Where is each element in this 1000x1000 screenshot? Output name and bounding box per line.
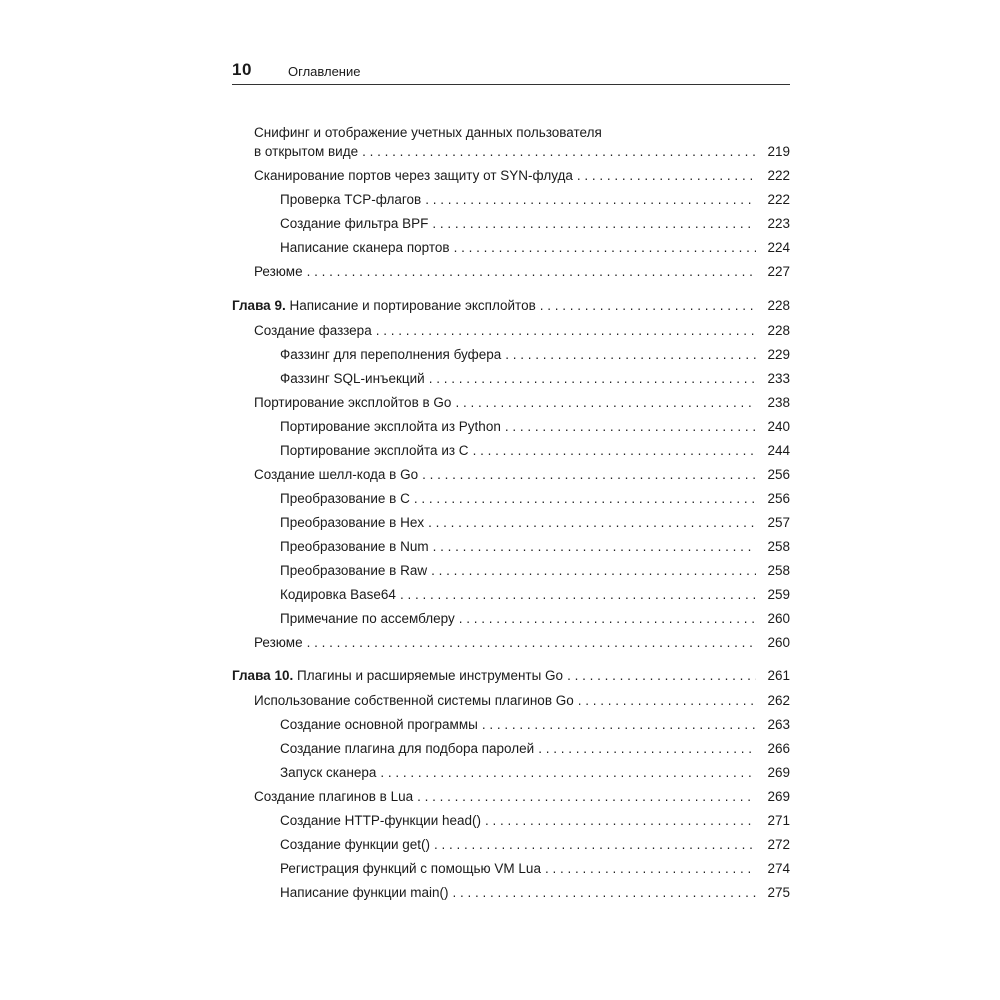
toc-entry-label: Портирование эксплойта из Python [280, 419, 501, 434]
toc-entry[interactable] [280, 441, 790, 461]
toc-entry[interactable] [280, 513, 790, 533]
dot-leader [455, 393, 756, 413]
dot-leader [400, 585, 756, 605]
dot-leader [540, 296, 756, 316]
dot-leader [473, 441, 756, 461]
chapter-number: Глава 9. [232, 298, 286, 313]
toc-entry-page: 256 [767, 467, 790, 482]
toc-entry-page: 269 [767, 765, 790, 780]
toc-entry-page: 229 [767, 347, 790, 362]
toc-entry-label-line1: Снифинг и отображение учетных данных пользователя [254, 125, 602, 140]
toc-entry-page: 271 [767, 813, 790, 828]
dot-leader [422, 465, 756, 485]
toc-entry-label: Примечание по ассемблеру [280, 611, 455, 626]
toc-entry-page: 275 [767, 885, 790, 900]
toc-entry-page: 259 [767, 587, 790, 602]
toc-entry-label: Создание HTTP-функции head() [280, 813, 482, 828]
toc-entry-label: Преобразование в Num [280, 539, 429, 554]
page-number: 10 [232, 60, 252, 79]
toc-entry[interactable] [280, 190, 790, 210]
toc-entry[interactable] [280, 739, 790, 759]
toc-entry-page: 228 [767, 323, 790, 338]
toc-entry-page: 261 [767, 668, 790, 683]
running-header [232, 58, 790, 85]
dot-leader [577, 166, 756, 186]
toc-entry-page: 262 [767, 693, 790, 708]
running-header-title: Оглавление [288, 64, 361, 79]
dot-leader [485, 811, 756, 831]
toc-entry[interactable] [280, 763, 790, 783]
toc-entry-label: Портирование эксплойтов в Go [254, 395, 452, 410]
toc-entry-page: 224 [767, 240, 790, 255]
toc-entry-label: Создание плагина для подбора паролей [280, 741, 535, 756]
toc-entry-page: 263 [767, 717, 790, 732]
toc-entry-page: 274 [767, 861, 790, 876]
toc-entry[interactable] [254, 262, 790, 282]
toc-entry[interactable] [254, 166, 790, 186]
toc-entry[interactable] [280, 561, 790, 581]
dot-leader [482, 715, 756, 735]
toc-chapter-entry[interactable] [232, 296, 790, 316]
toc-entry-label: Создание фильтра BPF [280, 216, 429, 231]
toc-entry-page: 223 [767, 216, 790, 231]
toc-entry-page: 228 [767, 298, 790, 313]
toc-chapter-label [232, 296, 536, 316]
toc-entry-page: 266 [767, 741, 790, 756]
toc-entry-label: Преобразование в C [280, 491, 410, 506]
toc-entry-label: Написание функции main() [280, 885, 449, 900]
dot-leader [425, 190, 756, 210]
toc-entry-label: Проверка TCP-флагов [280, 192, 422, 207]
dot-leader [505, 417, 756, 437]
toc-entry[interactable] [280, 715, 790, 735]
dot-leader [453, 883, 756, 903]
toc-entry[interactable] [280, 489, 790, 509]
dot-leader [454, 238, 756, 258]
toc-entry[interactable] [254, 691, 790, 711]
toc-entry-page: 258 [767, 563, 790, 578]
toc-entry-page: 269 [767, 789, 790, 804]
toc-entry[interactable] [254, 142, 790, 162]
toc-entry-label: Регистрация функций с помощью VM Lua [280, 861, 541, 876]
toc-entry[interactable] [280, 585, 790, 605]
dot-leader [376, 321, 756, 341]
toc-entry-label: Фаззинг для переполнения буфера [280, 347, 502, 362]
toc-entry-page: 227 [767, 264, 790, 279]
toc-entry-label: Создание фаззера [254, 323, 372, 338]
toc-entry-page: 256 [767, 491, 790, 506]
toc-entry-page: 219 [767, 144, 790, 159]
toc-entry-page: 222 [767, 168, 790, 183]
toc-entry[interactable] [280, 859, 790, 879]
toc-entry[interactable] [280, 609, 790, 629]
dot-leader [538, 739, 756, 759]
dot-leader [417, 787, 756, 807]
dot-leader [459, 609, 756, 629]
chapter-title: Написание и портирование эксплойтов [289, 298, 536, 313]
chapter-number: Глава 10. [232, 668, 294, 683]
toc-entry[interactable] [280, 883, 790, 903]
toc-entry-page: 258 [767, 539, 790, 554]
toc-entry-label: в открытом виде [254, 144, 359, 159]
toc-entry-label: Резюме [254, 264, 303, 279]
toc-entry-label: Портирование эксплойта из C [280, 443, 469, 458]
toc-entry[interactable] [280, 835, 790, 855]
toc-entry-label: Написание сканера портов [280, 240, 450, 255]
toc-entry-label: Фаззинг SQL-инъекций [280, 371, 425, 386]
dot-leader [380, 763, 756, 783]
toc-entry[interactable] [254, 633, 790, 653]
toc-entry-label: Преобразование в Hex [280, 515, 425, 530]
toc-entry-page: 272 [767, 837, 790, 852]
dot-leader [414, 489, 756, 509]
toc-entry[interactable] [280, 345, 790, 365]
toc-chapter-label [232, 666, 563, 686]
toc-entry-label: Кодировка Base64 [280, 587, 396, 602]
dot-leader [428, 513, 756, 533]
toc-entry-label: Использование собственной системы плагинов Go [254, 693, 574, 708]
dot-leader [545, 859, 756, 879]
toc-entry-label: Преобразование в Raw [280, 563, 428, 578]
dot-leader [505, 345, 756, 365]
toc-entry[interactable] [280, 238, 790, 258]
chapter-title: Плагины и расширяемые инструменты Go [296, 668, 564, 683]
toc-entry-page: 238 [767, 395, 790, 410]
toc-entry-label: Сканирование портов через защиту от SYN-флуда [254, 168, 573, 183]
dot-leader [431, 561, 756, 581]
toc-entry[interactable] [280, 537, 790, 557]
toc-entry[interactable] [254, 393, 790, 413]
dot-leader [433, 537, 756, 557]
dot-leader [362, 142, 756, 162]
dot-leader [307, 633, 756, 653]
toc-entry-page: 240 [767, 419, 790, 434]
toc-entry[interactable] [280, 811, 790, 831]
toc-entry[interactable] [280, 214, 790, 234]
toc-entry[interactable] [254, 465, 790, 485]
dot-leader [307, 262, 756, 282]
toc-entry[interactable] [254, 787, 790, 807]
toc-entry-label: Создание шелл-кода в Go [254, 467, 419, 482]
toc-entry-page: 233 [767, 371, 790, 386]
toc-entry-label: Создание функции get() [280, 837, 431, 852]
toc-entry-page: 244 [767, 443, 790, 458]
toc-entry-label: Создание основной программы [280, 717, 478, 732]
dot-leader [429, 369, 756, 389]
toc-chapter-entry[interactable] [232, 666, 790, 686]
dot-leader [578, 691, 756, 711]
toc-entry-page: 222 [767, 192, 790, 207]
dot-leader [434, 835, 756, 855]
dot-leader [567, 666, 756, 686]
toc-entry[interactable] [254, 321, 790, 341]
toc-entry[interactable] [280, 417, 790, 437]
toc-entry-label: Резюме [254, 635, 303, 650]
toc-entry[interactable] [280, 369, 790, 389]
toc-entry-page: 260 [767, 611, 790, 626]
dot-leader [432, 214, 756, 234]
toc-entry-label: Создание плагинов в Lua [254, 789, 414, 804]
toc-entry-label: Запуск сканера [280, 765, 377, 780]
toc-entry-page: 257 [767, 515, 790, 530]
toc-entry-page: 260 [767, 635, 790, 650]
